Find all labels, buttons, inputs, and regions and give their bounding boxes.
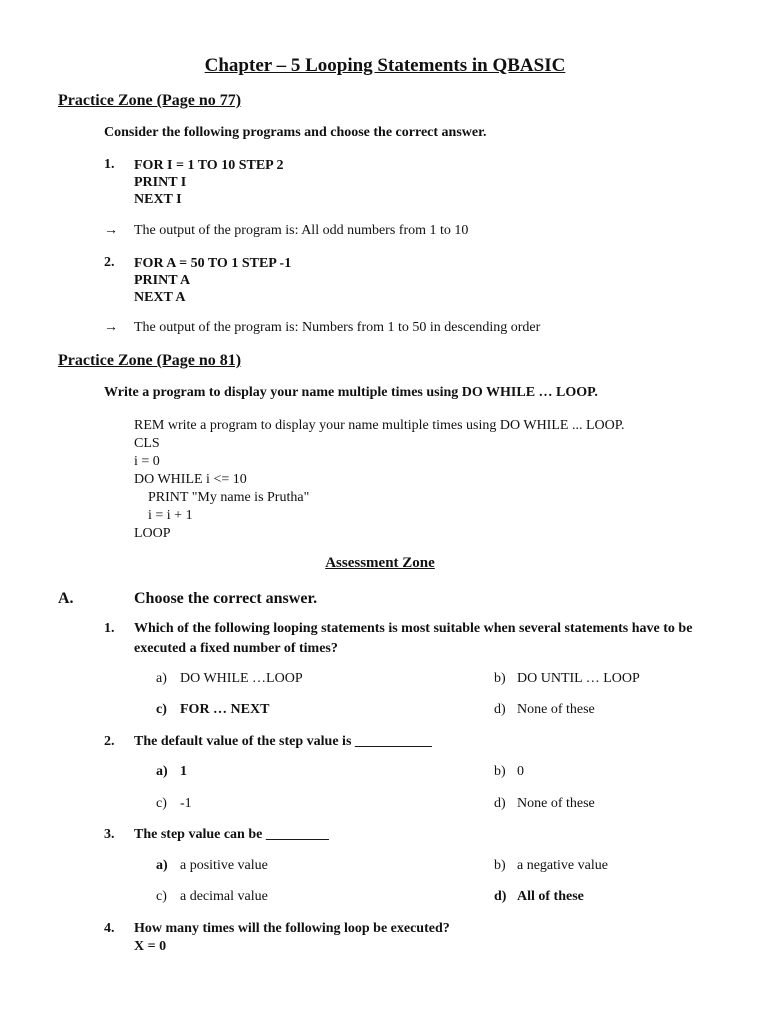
program-code: FOR I = 1 TO 10 STEP 2 PRINT I NEXT I xyxy=(134,158,284,207)
option-label: d) xyxy=(494,796,506,811)
option-label: a) xyxy=(156,764,168,779)
program-number: 2. xyxy=(104,255,115,270)
option-text: a positive value xyxy=(180,858,268,873)
option-text: FOR … NEXT xyxy=(180,702,270,717)
option-text: a decimal value xyxy=(180,889,268,904)
section-label: A. xyxy=(58,590,74,607)
page-title: Chapter – 5 Looping Statements in QBASIC xyxy=(204,55,566,76)
question-number: 2. xyxy=(104,734,115,749)
question-text: How many times will the following loop be executed? xyxy=(134,921,450,936)
option-text: DO UNTIL … LOOP xyxy=(517,671,640,686)
program-code: FOR A = 50 TO 1 STEP -1 PRINT A NEXT A xyxy=(134,256,292,305)
program-code: REM write a program to display your name multiple times using DO WHILE ... LOOP. CLS i = 0 DO WHILE i <= 10 PRINT "My name is Prutha" i = i + 1 LOOP xyxy=(134,418,625,541)
option-label: d) xyxy=(494,889,507,904)
option-label: c) xyxy=(156,796,167,811)
option-label: a) xyxy=(156,858,168,873)
question-text: Which of the following looping statements is most suitable when several statements have to be executed a fixed number of times? xyxy=(134,621,693,656)
question-number: 3. xyxy=(104,827,115,842)
practice-instruction-81: Write a program to display your name multiple times using DO WHILE … LOOP. xyxy=(104,385,598,400)
program-output: The output of the program is: All odd numbers from 1 to 10 xyxy=(134,223,469,238)
program-number: 1. xyxy=(104,157,115,172)
option-text: 1 xyxy=(180,764,187,779)
option-label: b) xyxy=(494,671,506,686)
option-text: All of these xyxy=(517,889,584,904)
program-output: The output of the program is: Numbers from 1 to 50 in descending order xyxy=(134,320,541,335)
arrow-icon: → xyxy=(104,223,118,238)
option-text: -1 xyxy=(180,796,192,811)
section-title: Choose the correct answer. xyxy=(134,590,318,607)
practice-heading-77: Practice Zone (Page no 77) xyxy=(58,92,242,109)
practice-instruction-77: Consider the following programs and choose the correct answer. xyxy=(104,125,487,140)
option-text: a negative value xyxy=(517,858,608,873)
option-label: b) xyxy=(494,858,506,873)
practice-heading-81: Practice Zone (Page no 81) xyxy=(58,352,242,369)
option-label: b) xyxy=(494,764,506,779)
option-text: DO WHILE …LOOP xyxy=(180,671,303,686)
question-text: The default value of the step value is ___________ xyxy=(134,734,432,749)
option-label: c) xyxy=(156,702,167,717)
question-text: The step value can be _________ xyxy=(134,827,329,842)
question-number: 4. xyxy=(104,921,115,936)
question-number: 1. xyxy=(104,621,115,636)
option-label: d) xyxy=(494,702,506,717)
option-label: c) xyxy=(156,889,167,904)
assessment-heading: Assessment Zone xyxy=(325,555,435,571)
option-text: 0 xyxy=(517,764,524,779)
option-label: a) xyxy=(156,671,167,686)
arrow-icon: → xyxy=(104,320,118,335)
option-text: None of these xyxy=(517,702,595,717)
option-text: None of these xyxy=(517,796,595,811)
question-code: X = 0 xyxy=(134,939,167,954)
